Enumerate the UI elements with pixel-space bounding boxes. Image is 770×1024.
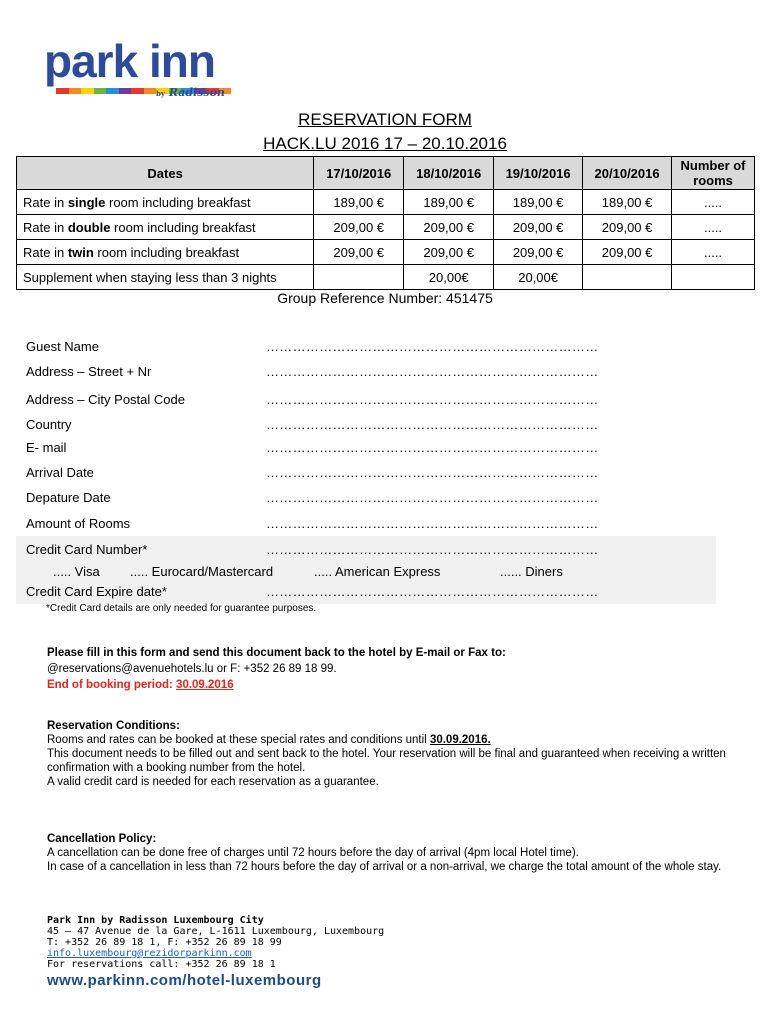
address-street-field[interactable]: ………………………………………………………………… <box>266 364 599 379</box>
rates-table <box>16 156 755 290</box>
address-city-field[interactable]: ………………………………………………………………… <box>266 392 599 407</box>
visa-option[interactable]: ..... Visa <box>53 564 100 579</box>
cancellation-text: A cancellation can be done free of charges until 72 hours before the day of arrival (4pm local Hotel time). In case of a cancellation in less than 72 hours before the day of arrival or a non-arrival, we charge the total amount of the whole stay. <box>47 847 722 873</box>
rate-cell: 209,00 € <box>583 240 672 265</box>
rate-cell: 209,00 € <box>494 215 583 240</box>
credit-card-note: *Credit Card details are only needed for guarantee purposes. <box>46 603 317 614</box>
arrival-date-field[interactable]: ………………………………………………………………… <box>266 465 599 480</box>
header-dates: Dates <box>17 157 314 190</box>
rate-cell: 209,00 € <box>494 240 583 265</box>
header-date-3: 19/10/2016 <box>494 157 583 190</box>
logo-stripe-segment <box>106 88 119 94</box>
hotel-address: 45 – 47 Avenue de la Gare, L-1611 Luxembourg, Luxembourg <box>47 926 385 937</box>
guest-name-label: Guest Name <box>26 339 99 354</box>
rate-cell: 209,00 € <box>404 240 494 265</box>
group-reference: Group Reference Number: 451475 <box>277 290 493 306</box>
header-date-2: 18/10/2016 <box>404 157 494 190</box>
contact-line: @reservations@avenuehotels.lu or F: +352 26 89 18 99. <box>47 663 337 675</box>
rate-cell: 209,00 € <box>314 215 404 240</box>
form-title: RESERVATION FORM <box>298 110 472 129</box>
arrival-date-label: Arrival Date <box>26 465 94 480</box>
guest-name-field[interactable]: ………………………………………………………………… <box>266 339 599 354</box>
header-date-1: 17/10/2016 <box>314 157 404 190</box>
credit-card-number-field[interactable]: ………………………………………………………………… <box>266 542 599 557</box>
end-of-booking: End of booking period: 30.09.2016 <box>47 679 234 691</box>
hotel-phone: T: +352 26 89 18 1, F: +352 26 89 18 99 <box>47 937 282 948</box>
cancellation-heading: Cancellation Policy: <box>47 833 157 845</box>
departure-date-label: Depature Date <box>26 490 111 505</box>
rate-cell: 20,00€ <box>404 265 494 290</box>
logo-stripe-segment <box>81 88 94 94</box>
rooms-count-cell[interactable]: ..... <box>672 190 755 215</box>
diners-option[interactable]: ...... Diners <box>500 564 563 579</box>
event-subtitle: HACK.LU 2016 17 – 20.10.2016 <box>263 134 507 153</box>
radisson-logo: by Radisson <box>156 86 225 99</box>
table-row <box>17 215 755 240</box>
logo-stripe-segment <box>144 88 157 94</box>
conditions-text: Rooms and rates can be booked at these special rates and conditions until 30.09.2016. This document needs to be filled out and sent back to the hotel. Your reservation will be final and guaranteed when receiving a written confirmation with a booking number from the hotel. A valid credit card is needed for each reservation as a guarantee. <box>47 734 726 788</box>
rate-cell: 209,00 € <box>583 215 672 240</box>
header-number-of-rooms: Number of rooms <box>672 157 755 190</box>
row-label: Rate in double room including breakfast <box>17 215 314 240</box>
footer-block <box>47 915 384 970</box>
logo-stripe-segment <box>119 88 132 94</box>
rate-cell: 209,00 € <box>314 240 404 265</box>
amount-of-rooms-field[interactable]: ………………………………………………………………… <box>266 516 599 531</box>
rate-cell <box>314 265 404 290</box>
hotel-name: Park Inn by Radisson Luxembourg City <box>47 915 264 926</box>
row-label: Rate in twin room including breakfast <box>17 240 314 265</box>
table-header-row <box>17 157 755 190</box>
amex-option[interactable]: ..... American Express <box>314 564 441 579</box>
country-label: Country <box>26 417 72 432</box>
credit-card-expire-field[interactable]: ………………………………………………………………… <box>266 584 599 599</box>
website-link[interactable]: www.parkinn.com/hotel-luxembourg <box>47 972 322 989</box>
rooms-count-cell[interactable]: ..... <box>672 215 755 240</box>
logo-stripe-segment <box>94 88 107 94</box>
rate-cell: 209,00 € <box>404 215 494 240</box>
logo-stripe-segment <box>56 88 69 94</box>
table-row <box>17 265 755 290</box>
reservations-phone: For reservations call: +352 26 89 18 1 <box>47 959 276 970</box>
header-date-4: 20/10/2016 <box>583 157 672 190</box>
rate-cell: 189,00 € <box>404 190 494 215</box>
amount-of-rooms-label: Amount of Rooms <box>26 516 131 531</box>
row-label: Rate in single room including breakfast <box>17 190 314 215</box>
credit-card-number-label: Credit Card Number* <box>26 542 148 557</box>
rate-cell <box>583 265 672 290</box>
country-field[interactable]: ………………………………………………………………… <box>266 417 599 432</box>
email-label: E- mail <box>26 440 67 455</box>
table-row <box>17 190 755 215</box>
logo-stripe-segment <box>69 88 82 94</box>
email-field[interactable]: ………………………………………………………………… <box>266 440 599 455</box>
rooms-count-cell <box>672 265 755 290</box>
rate-cell: 189,00 € <box>583 190 672 215</box>
park-inn-logo: park inn <box>44 35 215 87</box>
rate-cell: 189,00 € <box>314 190 404 215</box>
departure-date-field[interactable]: ………………………………………………………………… <box>266 490 599 505</box>
rooms-count-cell[interactable]: ..... <box>672 240 755 265</box>
rate-cell: 189,00 € <box>494 190 583 215</box>
address-street-label: Address – Street + Nr <box>26 364 152 379</box>
table-row <box>17 240 755 265</box>
address-city-label: Address – City Postal Code <box>26 392 185 407</box>
rate-cell: 20,00€ <box>494 265 583 290</box>
instructions-heading: Please fill in this form and send this document back to the hotel by E-mail or Fax to: <box>47 647 506 659</box>
hotel-email-link[interactable]: info.luxembourg@rezidorparkinn.com <box>47 948 252 959</box>
credit-card-expire-label: Credit Card Expire date* <box>26 584 167 599</box>
mastercard-option[interactable]: ..... Eurocard/Mastercard <box>130 564 274 579</box>
conditions-heading: Reservation Conditions: <box>47 720 180 732</box>
row-label: Supplement when staying less than 3 nights <box>17 265 314 290</box>
logo-stripe-segment <box>131 88 144 94</box>
